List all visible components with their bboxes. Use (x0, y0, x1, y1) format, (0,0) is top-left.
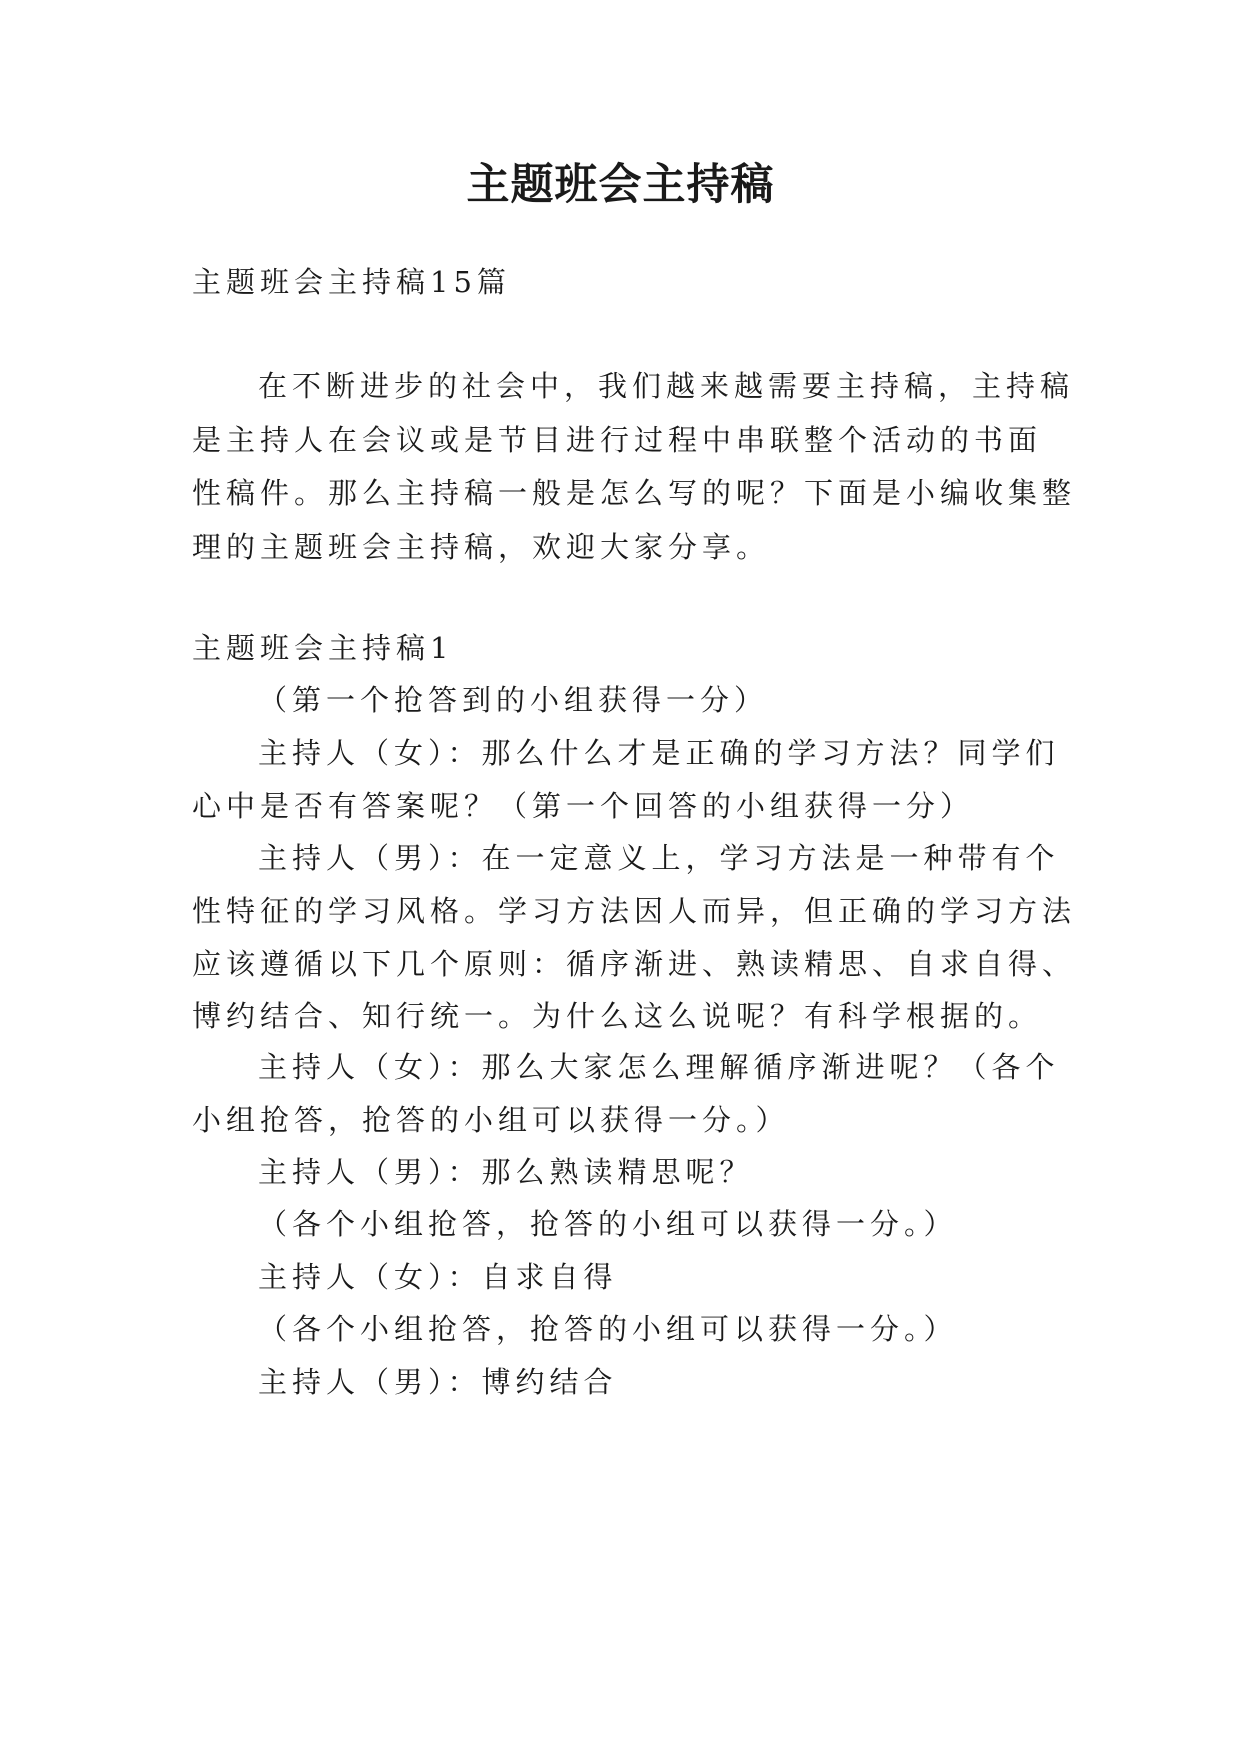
script-line: 小组抢答，抢答的小组可以获得一分。） (192, 1103, 790, 1137)
script-line: 主持人（女）：自求自得 (258, 1260, 618, 1294)
document-title: 主题班会主持稿 (466, 160, 775, 210)
script-line: 心中是否有答案呢？（第一个回答的小组获得一分） (192, 789, 975, 823)
intro-line: 在不断进步的社会中，我们越来越需要主持稿，主持稿 (258, 369, 1075, 403)
script-line: （第一个抢答到的小组获得一分） (258, 683, 769, 717)
script-line: 主持人（男）：在一定意义上，学习方法是一种带有个 (258, 841, 1060, 875)
script-line: （各个小组抢答，抢答的小组可以获得一分。） (258, 1312, 958, 1346)
script-line: 主持人（男）：那么熟读精思呢？ (258, 1155, 754, 1189)
script-line: （各个小组抢答，抢答的小组可以获得一分。） (258, 1207, 958, 1241)
script-line: 主持人（女）：那么什么才是正确的学习方法？同学们 (258, 736, 1060, 770)
script-line: 博约结合、知行统一。为什么这么说呢？有科学根据的。 (192, 999, 1043, 1033)
document-subtitle: 主题班会主持稿15篇 (192, 265, 511, 299)
intro-line: 理的主题班会主持稿，欢迎大家分享。 (192, 530, 771, 564)
section-heading: 主题班会主持稿1 (192, 631, 454, 665)
intro-line: 性稿件。那么主持稿一般是怎么写的呢？下面是小编收集整 (192, 476, 1077, 510)
script-line: 应该遵循以下几个原则：循序渐进、熟读精思、自求自得、 (192, 947, 1077, 981)
script-line: 主持人（女）：那么大家怎么理解循序渐进呢？（各个 (258, 1050, 1060, 1084)
script-line: 主持人（男）：博约结合 (258, 1365, 618, 1399)
intro-line: 是主持人在会议或是节目进行过程中串联整个活动的书面 (192, 423, 1043, 457)
script-line: 性特征的学习风格。学习方法因人而异，但正确的学习方法 (192, 894, 1077, 928)
